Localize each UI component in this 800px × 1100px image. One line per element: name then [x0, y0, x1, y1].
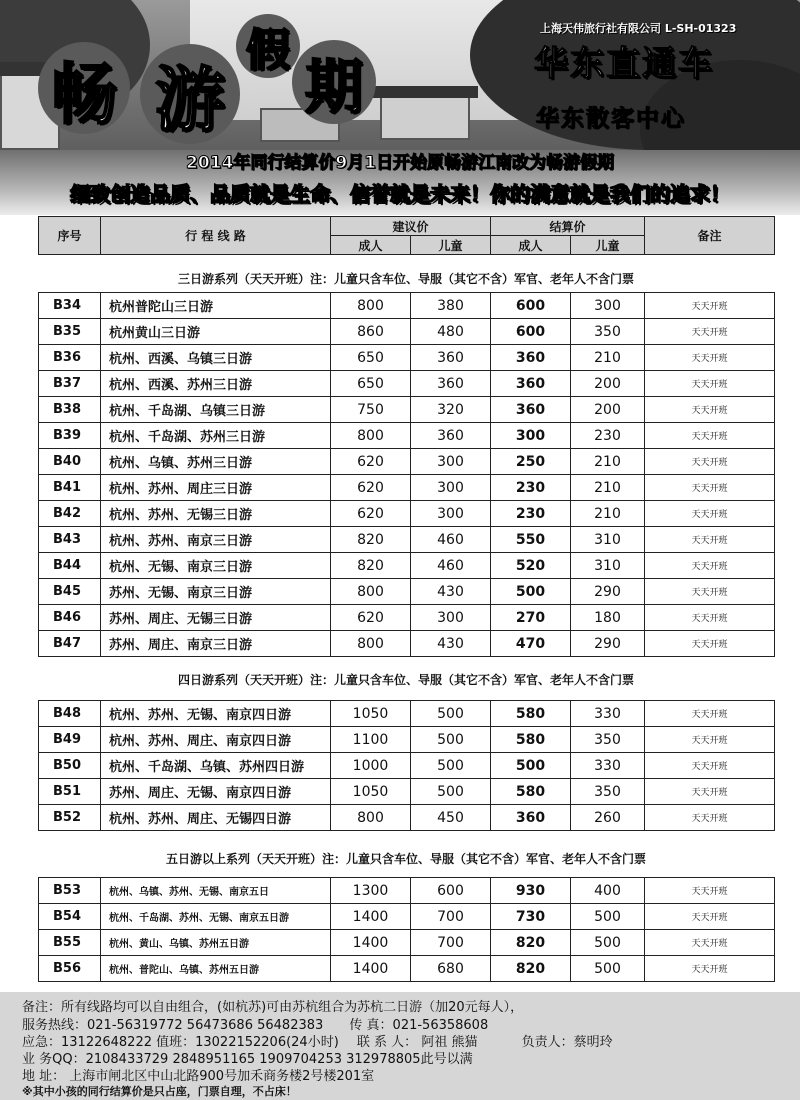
- row-route: 杭州、千岛湖、乌镇、苏州四日游: [101, 753, 331, 779]
- row-remark: 天天开班: [645, 319, 775, 345]
- row-suggested-child: 480: [411, 319, 491, 345]
- brand-title: 华东直通车: [534, 44, 714, 84]
- row-route: 杭州、乌镇、苏州、无锡、南京五日: [101, 878, 331, 904]
- row-route: 杭州、乌镇、苏州三日游: [101, 449, 331, 475]
- row-route: 杭州、西溪、苏州三日游: [101, 371, 331, 397]
- row-code: B50: [39, 753, 101, 779]
- title-circle: [236, 14, 300, 78]
- title-char: 畅: [51, 54, 117, 133]
- row-settle-adult: 360: [491, 397, 571, 423]
- row-settle-adult: 580: [491, 727, 571, 753]
- row-suggested-child: 360: [411, 371, 491, 397]
- row-code: B52: [39, 805, 101, 831]
- row-remark: 天天开班: [645, 293, 775, 319]
- row-settle-child: 330: [571, 753, 645, 779]
- child-note: ※其中小孩的同行结算价是只占座，门票自理，不占床！: [22, 1085, 297, 1098]
- row-code: B45: [39, 579, 101, 605]
- row-suggested-child: 460: [411, 527, 491, 553]
- row-route: 杭州、普陀山、乌镇、苏州五日游: [101, 956, 331, 982]
- row-suggested-adult: 650: [331, 345, 411, 371]
- row-settle-child: 200: [571, 371, 645, 397]
- row-suggested-child: 430: [411, 579, 491, 605]
- section-title-4day: 四日游系列（天天开班）注：儿童只含车位、导服（其它不含）军官、老年人不含门票: [177, 673, 634, 687]
- row-suggested-adult: 800: [331, 805, 411, 831]
- row-settle-adult: 930: [491, 878, 571, 904]
- row-settle-adult: 360: [491, 345, 571, 371]
- row-code: B38: [39, 397, 101, 423]
- col-settle-adult: 成人: [491, 236, 571, 255]
- row-remark: 天天开班: [645, 753, 775, 779]
- row-route: 苏州、周庄、无锡三日游: [101, 605, 331, 631]
- row-code: B55: [39, 930, 101, 956]
- row-remark: 天天开班: [645, 371, 775, 397]
- row-settle-adult: 520: [491, 553, 571, 579]
- col-remark: 备注: [645, 217, 775, 255]
- row-suggested-child: 380: [411, 293, 491, 319]
- row-suggested-child: 500: [411, 779, 491, 805]
- row-suggested-child: 500: [411, 701, 491, 727]
- title-char: 期: [304, 53, 363, 121]
- row-settle-adult: 730: [491, 904, 571, 930]
- row-route: 苏州、周庄、南京三日游: [101, 631, 331, 657]
- table-row: [39, 701, 775, 727]
- row-suggested-child: 300: [411, 475, 491, 501]
- row-suggested-child: 700: [411, 904, 491, 930]
- row-route: 杭州黄山三日游: [101, 319, 331, 345]
- qq-line: 业 务QQ：2108433729 2848951165 1909704253 312978805此号以满: [22, 1052, 473, 1067]
- price-table-header: [38, 216, 775, 255]
- row-settle-adult: 550: [491, 527, 571, 553]
- row-settle-child: 210: [571, 501, 645, 527]
- price-table-3day: [38, 292, 775, 657]
- row-suggested-adult: 650: [331, 371, 411, 397]
- row-remark: 天天开班: [645, 956, 775, 982]
- row-settle-adult: 470: [491, 631, 571, 657]
- title-char: 游: [155, 57, 225, 141]
- table-row: [39, 631, 775, 657]
- table-row: [39, 553, 775, 579]
- row-suggested-adult: 620: [331, 475, 411, 501]
- row-suggested-adult: 1100: [331, 727, 411, 753]
- table-row: [39, 527, 775, 553]
- row-suggested-adult: 620: [331, 449, 411, 475]
- row-suggested-adult: 1050: [331, 779, 411, 805]
- row-remark: 天天开班: [645, 779, 775, 805]
- row-suggested-child: 700: [411, 930, 491, 956]
- col-suggested-child: 儿童: [411, 236, 491, 255]
- section-title-3day: 三日游系列（天天开班）注：儿童只含车位、导服（其它不含）军官、老年人不含门票: [177, 272, 634, 286]
- table-row: [39, 371, 775, 397]
- row-remark: 天天开班: [645, 930, 775, 956]
- row-route: 杭州、黄山、乌镇、苏州五日游: [101, 930, 331, 956]
- row-code: B39: [39, 423, 101, 449]
- row-settle-adult: 250: [491, 449, 571, 475]
- table-row: [39, 449, 775, 475]
- row-suggested-adult: 1000: [331, 753, 411, 779]
- table-row: [39, 345, 775, 371]
- table-row: [39, 579, 775, 605]
- hero-banner: [0, 0, 800, 215]
- row-code: B40: [39, 449, 101, 475]
- row-route: 杭州、千岛湖、乌镇三日游: [101, 397, 331, 423]
- row-settle-child: 210: [571, 475, 645, 501]
- row-settle-adult: 230: [491, 475, 571, 501]
- row-settle-child: 310: [571, 553, 645, 579]
- center-subtitle: 华东散客中心: [536, 106, 686, 132]
- row-suggested-adult: 820: [331, 553, 411, 579]
- row-route: 杭州、千岛湖、苏州、无锡、南京五日游: [101, 904, 331, 930]
- row-suggested-child: 460: [411, 553, 491, 579]
- row-settle-adult: 500: [491, 753, 571, 779]
- row-code: B56: [39, 956, 101, 982]
- table-row: [39, 904, 775, 930]
- license-text: 上海天伟旅行社有限公司 L-SH-01323: [540, 22, 737, 35]
- row-code: B34: [39, 293, 101, 319]
- row-settle-child: 210: [571, 449, 645, 475]
- col-seq: 序号: [39, 217, 101, 255]
- row-suggested-child: 300: [411, 501, 491, 527]
- row-suggested-child: 680: [411, 956, 491, 982]
- row-route: 苏州、周庄、无锡、南京四日游: [101, 779, 331, 805]
- row-code: B35: [39, 319, 101, 345]
- row-route: 杭州、苏州、周庄、南京四日游: [101, 727, 331, 753]
- row-suggested-adult: 1400: [331, 956, 411, 982]
- row-settle-child: 330: [571, 701, 645, 727]
- row-remark: 天天开班: [645, 475, 775, 501]
- table-row: [39, 501, 775, 527]
- row-settle-child: 230: [571, 423, 645, 449]
- row-settle-adult: 600: [491, 319, 571, 345]
- row-settle-adult: 600: [491, 293, 571, 319]
- row-settle-child: 350: [571, 319, 645, 345]
- slogan-line: 细致创造品质、品质就是生命、信誉就是未来！你的满意就是我们的追求！: [70, 182, 730, 206]
- title-circle: [140, 44, 240, 144]
- row-settle-child: 500: [571, 904, 645, 930]
- row-suggested-adult: 860: [331, 319, 411, 345]
- row-suggested-child: 450: [411, 805, 491, 831]
- row-code: B44: [39, 553, 101, 579]
- title-char: 假: [246, 25, 290, 76]
- row-remark: 天天开班: [645, 449, 775, 475]
- row-suggested-adult: 1300: [331, 878, 411, 904]
- row-remark: 天天开班: [645, 727, 775, 753]
- col-route: 行 程 线 路: [101, 217, 331, 255]
- row-suggested-adult: 1050: [331, 701, 411, 727]
- row-settle-child: 180: [571, 605, 645, 631]
- row-settle-child: 290: [571, 631, 645, 657]
- row-suggested-adult: 800: [331, 423, 411, 449]
- row-remark: 天天开班: [645, 631, 775, 657]
- row-settle-adult: 360: [491, 371, 571, 397]
- table-row: [39, 930, 775, 956]
- row-suggested-adult: 800: [331, 293, 411, 319]
- row-code: B48: [39, 701, 101, 727]
- table-row: [39, 475, 775, 501]
- row-settle-child: 500: [571, 930, 645, 956]
- row-route: 杭州普陀山三日游: [101, 293, 331, 319]
- row-code: B53: [39, 878, 101, 904]
- table-row: [39, 805, 775, 831]
- title-circle: [292, 40, 376, 124]
- table-row: [39, 956, 775, 982]
- row-suggested-adult: 820: [331, 527, 411, 553]
- footer-info: [0, 992, 800, 1100]
- building-roof: [372, 86, 478, 98]
- row-settle-child: 400: [571, 878, 645, 904]
- row-code: B41: [39, 475, 101, 501]
- row-suggested-child: 360: [411, 345, 491, 371]
- row-suggested-child: 300: [411, 449, 491, 475]
- row-code: B49: [39, 727, 101, 753]
- row-code: B51: [39, 779, 101, 805]
- table-row: [39, 319, 775, 345]
- row-suggested-child: 300: [411, 605, 491, 631]
- row-remark: 天天开班: [645, 701, 775, 727]
- row-remark: 天天开班: [645, 805, 775, 831]
- row-remark: 天天开班: [645, 501, 775, 527]
- row-settle-child: 310: [571, 527, 645, 553]
- row-settle-child: 300: [571, 293, 645, 319]
- row-settle-child: 500: [571, 956, 645, 982]
- row-suggested-child: 320: [411, 397, 491, 423]
- row-code: B43: [39, 527, 101, 553]
- section-title-5day: 五日游以上系列（天天开班）注：儿童只含车位、导服（其它不含）军官、老年人不含门票: [165, 852, 646, 866]
- row-remark: 天天开班: [645, 579, 775, 605]
- col-suggested-adult: 成人: [331, 236, 411, 255]
- table-row: [39, 397, 775, 423]
- emergency-text: 应急：13122648222 值班：13022152206(24小时): [22, 1035, 339, 1050]
- row-settle-adult: 230: [491, 501, 571, 527]
- row-code: B37: [39, 371, 101, 397]
- notice-line: 2014年同行结算价9月1日开始原畅游江南改为畅游假期: [186, 153, 614, 173]
- row-code: B42: [39, 501, 101, 527]
- row-settle-adult: 300: [491, 423, 571, 449]
- row-suggested-child: 600: [411, 878, 491, 904]
- row-suggested-adult: 620: [331, 501, 411, 527]
- row-settle-adult: 270: [491, 605, 571, 631]
- row-settle-adult: 820: [491, 930, 571, 956]
- contact-text: 联 系 人： 阿祖 熊猫: [356, 1035, 478, 1050]
- row-suggested-adult: 800: [331, 631, 411, 657]
- row-settle-child: 200: [571, 397, 645, 423]
- col-settlement: 结算价: [491, 217, 645, 236]
- row-suggested-child: 500: [411, 727, 491, 753]
- row-route: 杭州、苏州、无锡三日游: [101, 501, 331, 527]
- price-table-5day: [38, 877, 775, 982]
- table-row: [39, 753, 775, 779]
- row-settle-adult: 820: [491, 956, 571, 982]
- row-route: 杭州、无锡、南京三日游: [101, 553, 331, 579]
- hotline-text: 服务热线：021-56319772 56473686 56482383: [22, 1018, 324, 1033]
- table-row: [39, 293, 775, 319]
- row-route: 苏州、无锡、南京三日游: [101, 579, 331, 605]
- row-settle-child: 350: [571, 727, 645, 753]
- table-row: [39, 423, 775, 449]
- row-suggested-adult: 620: [331, 605, 411, 631]
- row-remark: 天天开班: [645, 878, 775, 904]
- row-settle-adult: 360: [491, 805, 571, 831]
- row-settle-adult: 500: [491, 579, 571, 605]
- row-suggested-child: 430: [411, 631, 491, 657]
- manager-text: 负责人：蔡明玲: [521, 1035, 613, 1050]
- row-suggested-adult: 750: [331, 397, 411, 423]
- row-suggested-adult: 1400: [331, 930, 411, 956]
- col-settle-child: 儿童: [571, 236, 645, 255]
- row-settle-adult: 580: [491, 779, 571, 805]
- building-mid: [380, 95, 470, 140]
- table-row: [39, 727, 775, 753]
- row-settle-child: 210: [571, 345, 645, 371]
- row-route: 杭州、千岛湖、苏州三日游: [101, 423, 331, 449]
- row-settle-child: 260: [571, 805, 645, 831]
- row-suggested-adult: 1400: [331, 904, 411, 930]
- row-settle-child: 290: [571, 579, 645, 605]
- row-code: B46: [39, 605, 101, 631]
- row-remark: 天天开班: [645, 904, 775, 930]
- row-remark: 天天开班: [645, 397, 775, 423]
- row-suggested-adult: 800: [331, 579, 411, 605]
- row-route: 杭州、西溪、乌镇三日游: [101, 345, 331, 371]
- col-suggested: 建议价: [331, 217, 491, 236]
- row-suggested-child: 360: [411, 423, 491, 449]
- row-remark: 天天开班: [645, 345, 775, 371]
- row-remark: 天天开班: [645, 605, 775, 631]
- price-table-4day: [38, 700, 775, 831]
- row-remark: 天天开班: [645, 423, 775, 449]
- row-suggested-child: 500: [411, 753, 491, 779]
- table-row: [39, 605, 775, 631]
- row-code: B54: [39, 904, 101, 930]
- row-remark: 天天开班: [645, 553, 775, 579]
- row-route: 杭州、苏州、周庄、无锡四日游: [101, 805, 331, 831]
- table-row: [39, 779, 775, 805]
- row-settle-adult: 580: [491, 701, 571, 727]
- row-route: 杭州、苏州、无锡、南京四日游: [101, 701, 331, 727]
- remark-line: 备注：所有线路均可以自由组合，(如杭苏)可由苏杭组合为苏杭二日游（加20元每人），: [22, 1000, 524, 1015]
- row-code: B47: [39, 631, 101, 657]
- row-code: B36: [39, 345, 101, 371]
- row-route: 杭州、苏州、周庄三日游: [101, 475, 331, 501]
- table-row: [39, 878, 775, 904]
- row-route: 杭州、苏州、南京三日游: [101, 527, 331, 553]
- fax-text: 传 真：021-56358608: [349, 1018, 489, 1033]
- address-line: 地 址： 上海市闸北区中山北路900号加禾商务楼2号楼201室: [22, 1069, 375, 1084]
- row-remark: 天天开班: [645, 527, 775, 553]
- title-circle: [38, 42, 130, 134]
- row-settle-child: 350: [571, 779, 645, 805]
